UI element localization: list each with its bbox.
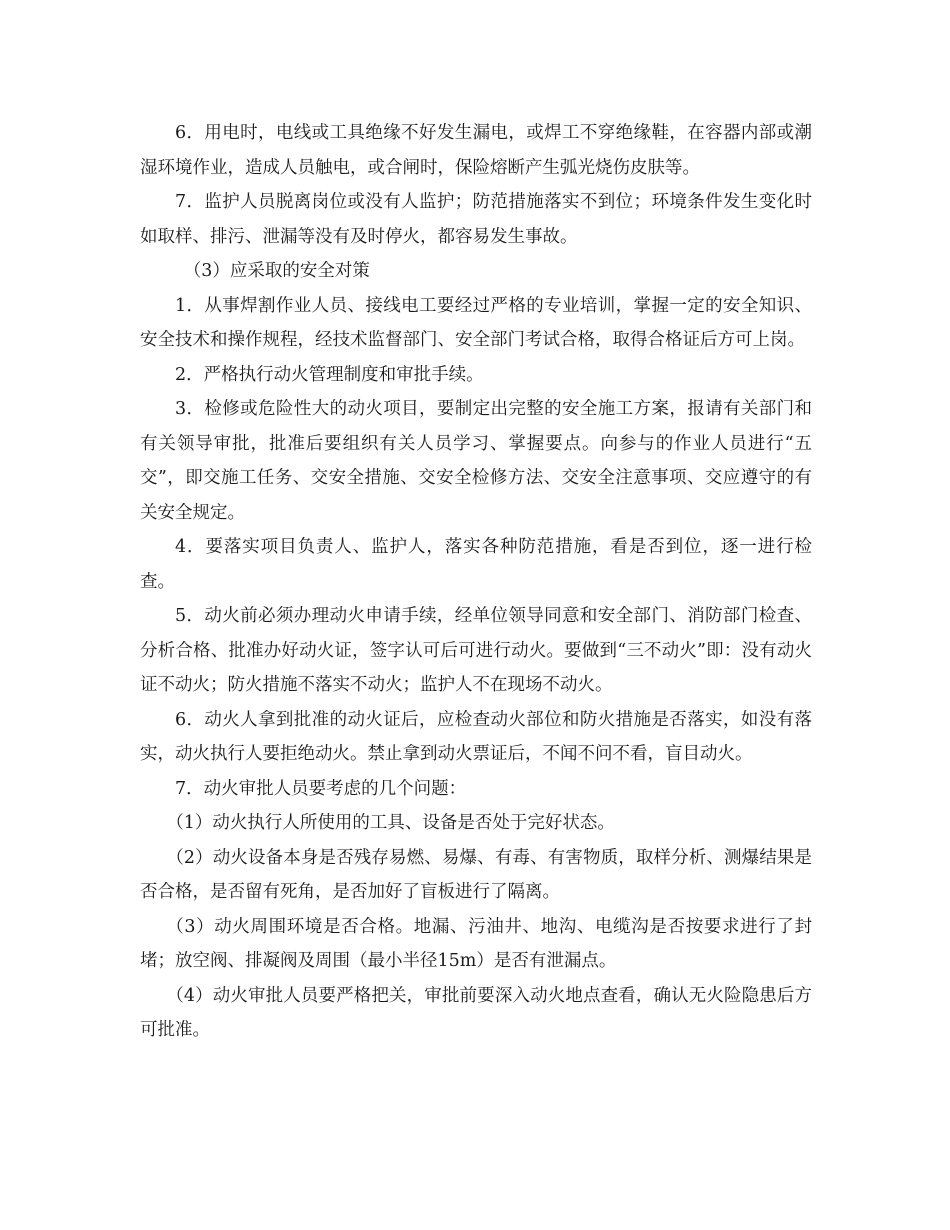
paragraph-measure-1: 1．从事焊割作业人员、接线电工要经过严格的专业培训，掌握一定的安全知识、安全技术和操作规程，经技术监督部门、安全部门考试合格，取得合格证后方可上岗。 (140, 295, 812, 350)
section-heading-safety-measures: （3）应采取的安全对策 (183, 261, 370, 281)
paragraph-measure-4: 4．要落实项目负责人、监护人，落实各种防范措施，看是否到位，逐一进行检查。 (140, 537, 812, 592)
document-body (140, 116, 812, 1048)
paragraph-measure-6: 6．动火人拿到批准的动火证后，应检查动火部位和防火措施是否落实，如没有落实，动火执行人要拒绝动火。禁止拿到动火票证后，不闻不问不看，盲目动火。 (140, 709, 812, 764)
paragraph-measure-3: 3．检修或危险性大的动火项目，要制定出完整的安全施工方案，报请有关部门和有关领导审批，批准后要组织有关人员学习、掌握要点。向参与的作业人员进行“五交”，即交施工任务、交安全措施、交安全检修方法、交安全注意事项、交应遵守的有关安全规定。 (140, 399, 812, 523)
paragraph-sub-item-1: （1）动火执行人所使用的工具、设备是否处于完好状态。 (166, 813, 615, 833)
paragraph-item-7-supervision: 7．监护人员脱离岗位或没有人监护；防范措施落实不到位；环境条件发生变化时如取样、排污、泄漏等没有及时停火，都容易发生事故。 (140, 192, 812, 247)
paragraph-measure-7: 7．动火审批人员要考虑的几个问题： (175, 778, 467, 799)
paragraph-measure-2: 2．严格执行动火管理制度和审批手续。 (175, 364, 484, 385)
paragraph-sub-item-2: （2）动火设备本身是否残存易燃、易爆、有毒、有害物质，取样分析、测爆结果是否合格，是否留有死角，是否加好了盲板进行了隔离。 (140, 847, 812, 902)
paragraph-sub-item-3: （3）动火周围环境是否合格。地漏、污油井、地沟、电缆沟是否按要求进行了封堵；放空阀、排凝阀及周围（最小半径15m）是否有泄漏点。 (140, 916, 812, 971)
paragraph-item-6-electric: 6．用电时，电线或工具绝缘不好发生漏电，或焊工不穿绝缘鞋，在容器内部或潮湿环境作业，造成人员触电，或合闸时，保险熔断产生弧光烧伤皮肤等。 (140, 123, 812, 178)
paragraph-measure-5: 5．动火前必须办理动火申请手续，经单位领导同意和安全部门、消防部门检查、分析合格、批准办好动火证，签字认可后可进行动火。要做到“三不动火”即：没有动火证不动火；防火措施不落实不动火；监护人不在现场不动火。 (140, 606, 812, 695)
paragraph-sub-item-4: （4）动火审批人员要严格把关，审批前要深入动火地点查看，确认无火险隐患后方可批准。 (140, 985, 812, 1040)
